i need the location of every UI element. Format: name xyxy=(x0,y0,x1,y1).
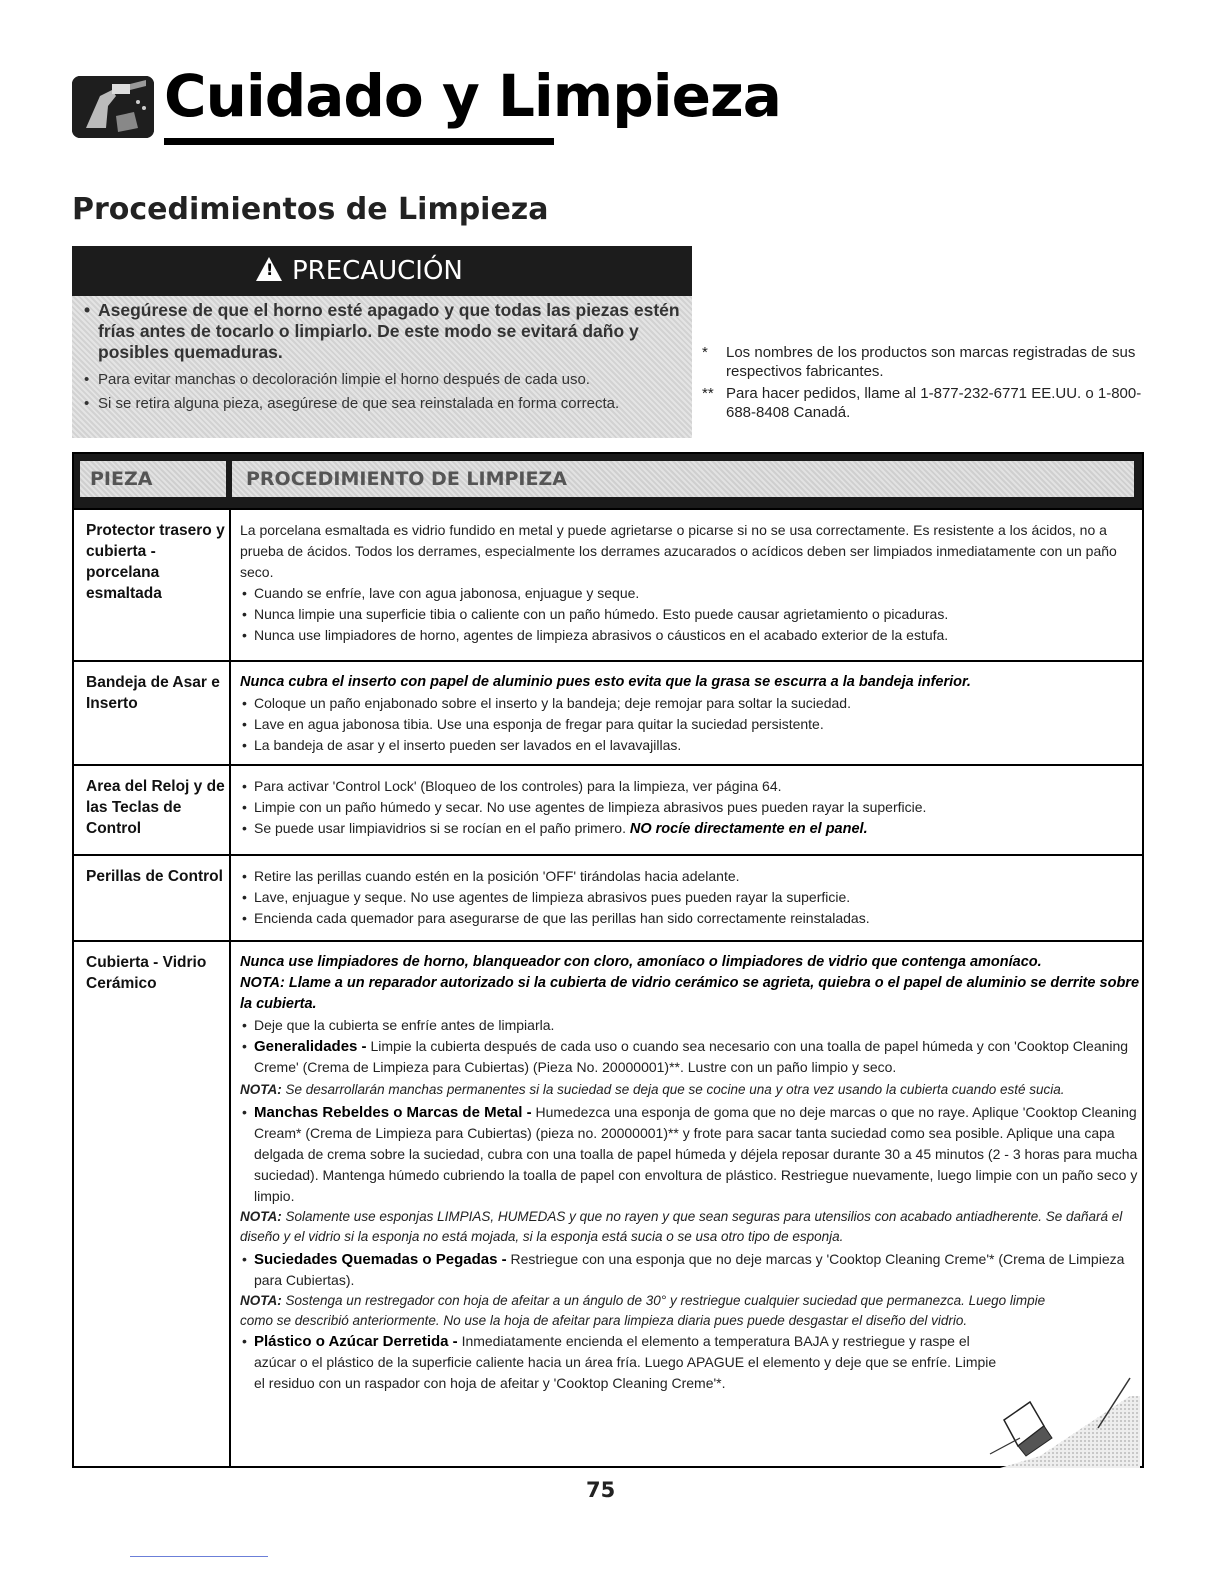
footer-line xyxy=(130,1556,268,1557)
bullet-item xyxy=(240,1102,1140,1207)
row-pieza: Bandeja de Asar e Inserto xyxy=(86,674,220,712)
column-header-pieza: PIEZA xyxy=(80,461,226,497)
row-warning: Nunca use limpiadores de horno, blanqueador con cloro, amoníaco o limpiadores de vidrio que contenga amoníaco. xyxy=(240,954,1042,970)
bullet-item: • Deje que la cubierta se enfríe antes de limpiarla. xyxy=(240,1015,1140,1036)
caution-item: • Para evitar manchas o decoloración limpie el horno después de cada uso. xyxy=(72,370,692,390)
nota-label: NOTA: xyxy=(240,1209,282,1224)
nota-warning-text: Llame a un reparador autorizado si la cubierta de vidrio cerámico se agrieta, quiebra o el papel de aluminio se derrite sobre la cubierta. xyxy=(240,975,1140,1012)
row-procedure xyxy=(240,952,1140,1394)
bullet-item: • Lave, enjuague y seque. No use agentes de limpieza abrasivos pues pueden rayar la superficie. xyxy=(240,887,1136,908)
trademark-notes xyxy=(700,343,1150,425)
cleaning-spray-icon xyxy=(72,76,154,138)
razor-scraper-illustration xyxy=(980,1376,1140,1473)
caution-item: • Si se retira alguna pieza, asegúrese de que sea reinstalada en forma correcta. xyxy=(72,394,692,414)
bullet-text: Restriegue con una esponja que no deje marcas y 'Cooktop Cleaning Creme'* (Crema de Limpieza para Cubiertas). xyxy=(254,1251,1125,1288)
note-text: Los nombres de los productos son marcas registradas de sus respectivos fabricantes. xyxy=(726,344,1136,380)
row-bullets xyxy=(240,866,1136,929)
row-procedure xyxy=(240,776,1136,840)
row-bullets xyxy=(240,1015,1140,1078)
bullet-item xyxy=(240,1036,1140,1078)
caution-box xyxy=(72,246,692,438)
note-item xyxy=(700,384,1150,422)
table-header xyxy=(74,454,1142,508)
warning-triangle-icon xyxy=(256,257,282,281)
bullet-label: Plástico o Azúcar Derretida - xyxy=(254,1333,458,1350)
bullet-item: • Cuando se enfríe, lave con agua jabonosa, enjuague y seque. xyxy=(240,583,1136,604)
row-bullets xyxy=(240,693,1136,756)
nota-text: Solamente use esponjas LIMPIAS, HUMEDAS y que no rayen y que sean seguras para utensilios con acabado antiadherente. Se dañará el diseño y el vidrio si la esponja no está mojada, si la esponja está sucia o se usa otro tipo de esponja. xyxy=(240,1209,1123,1244)
row-pieza: Cubierta - Vidrio Cerámico xyxy=(86,954,207,992)
nota-text: Se desarrollarán manchas permanentes si la suciedad se deja que se cocine una y otra vez usando la cubierta cuando esté sucia. xyxy=(285,1082,1065,1097)
bullet-item xyxy=(240,818,1136,840)
caution-header xyxy=(72,246,692,296)
nota-text: Sostenga un restregador con hoja de afeitar a un ángulo de 30° y restriegue cualquier suciedad que permanezca. Luego limpie como se describió anteriormente. No use la hoja de afeitar para limpieza diaria pues puede desgastar el diseño del vidrio. xyxy=(240,1293,1046,1328)
row-bullets xyxy=(240,776,1136,840)
row-intro: La porcelana esmaltada es vidrio fundido en metal y puede agrietarse o picarse si no se usa correctamente. Es resistente a los ácidos, no a prueba de ácidos. Todos los derrames, especialmente los derrames azucarados o acídicos deben ser limpiados inmediatamente con un paño seco. xyxy=(240,522,1117,580)
row-warning: Nunca cubra el inserto con papel de aluminio pues esto evita que la grasa se escurra a la bandeja inferior. xyxy=(240,674,971,690)
bullet-item xyxy=(240,1331,1010,1394)
bullet-item: • Nunca use limpiadores de horno, agentes de limpieza abrasivos o cáusticos en el acabado exterior de la estufa. xyxy=(240,625,1136,646)
bullet-label: Generalidades - xyxy=(254,1038,367,1055)
bullet-item: • La bandeja de asar y el inserto pueden ser lavados en el lavavajillas. xyxy=(240,735,1136,756)
caution-main-item: • Asegúrese de que el horno esté apagado y que todas las piezas estén frías antes de tocarlo o limpiarlo. De este modo se evitará daño y posibles quemaduras. xyxy=(72,300,692,363)
bullet-item: • Lave en agua jabonosa tibia. Use una esponja de fregar para quitar la suciedad persistente. xyxy=(240,714,1136,735)
bullet-item: • Limpie con un paño húmedo y secar. No use agentes de limpieza abrasivos pues pueden rayar la superficie. xyxy=(240,797,1136,818)
bullet-text: Humedezca una esponja de goma que no deje marcas o que no raye. Aplique 'Cooktop Cleaning Cream* (Crema de Limpieza para Cubiertas) (pieza no. 20000001)** y frote para sacar tanta suciedad como sea posible. Aplique una capa delgada de crema sobre la suciedad, cubra con una toalla de papel húmeda y déjela reposar durante 30 a 45 minutos (2 - 3 horas para mucha suciedad). Mantenga húmedo cubriendo la toalla de papel con envoltura de plástico. Restriegue nuevamente, luego limpie con un paño seco y limpio. xyxy=(254,1104,1138,1204)
row-bullets xyxy=(240,1249,1140,1291)
caution-title: PRECAUCIÓN xyxy=(292,256,463,286)
table-row xyxy=(74,660,1142,758)
bullet-item: • Nunca limpie una superficie tibia o caliente con un paño húmedo. Esto puede causar agrietamiento o picaduras. xyxy=(240,604,1136,625)
nota-label: NOTA: xyxy=(240,975,285,991)
table-row xyxy=(74,854,1142,940)
table-row xyxy=(74,764,1142,854)
bullet-item xyxy=(240,1249,1140,1291)
bullet-label: Manchas Rebeldes o Marcas de Metal - xyxy=(254,1104,532,1121)
page-header-title: Cuidado y Limpieza xyxy=(164,62,781,130)
row-procedure xyxy=(240,520,1136,646)
nota-label: NOTA: xyxy=(240,1293,282,1308)
bullet-emphasis: NO rocíe directamente en el panel. xyxy=(629,821,868,837)
bullet-item: • Coloque un paño enjabonado sobre el inserto y la bandeja; deje remojar para soltar la suciedad. xyxy=(240,693,1136,714)
bullet-item: • Retire las perillas cuando estén en la posición 'OFF' tirándolas hacia adelante. xyxy=(240,866,1136,887)
column-header-procedimiento: PROCEDIMIENTO DE LIMPIEZA xyxy=(232,461,1134,497)
row-pieza: Protector trasero y cubierta - porcelana esmaltada xyxy=(86,522,225,602)
section-title: Procedimientos de Limpieza xyxy=(72,192,549,227)
bullet-text: Se puede usar limpiavidrios si se rocían en el paño primero. xyxy=(254,820,626,836)
caution-list xyxy=(72,300,692,418)
row-bullets xyxy=(240,583,1136,646)
row-nota-warning xyxy=(240,973,1140,1015)
nota-paragraph xyxy=(240,1080,1140,1100)
row-pieza: Area del Reloj y de las Teclas de Control xyxy=(86,778,225,837)
row-procedure xyxy=(240,672,1136,756)
note-marker: * xyxy=(702,344,708,361)
note-marker: ** xyxy=(702,385,714,402)
table-row xyxy=(74,508,1142,652)
nota-paragraph xyxy=(240,1207,1140,1247)
row-procedure xyxy=(240,866,1136,929)
bullet-text: Inmediatamente encienda el elemento a temperatura BAJA y restriegue y raspe el azúcar o el plástico de la superficie caliente hacia un área fría. Luego APAGUE el elemento y deje que se enfríe. Limpie el residuo con un raspador con hoja de afeitar y 'Cooktop Cleaning Creme'*. xyxy=(254,1333,997,1391)
note-text: Para hacer pedidos, llame al 1-877-232-6771 EE.UU. o 1-800-688-8408 Canadá. xyxy=(726,385,1142,421)
nota-paragraph xyxy=(240,1291,1060,1331)
note-item xyxy=(700,343,1150,381)
header-underline xyxy=(164,138,554,145)
bullet-item: • Para activar 'Control Lock' (Bloqueo de los controles) para la limpieza, ver página 64. xyxy=(240,776,1136,797)
page-number: 75 xyxy=(586,1478,616,1502)
bullet-label: Suciedades Quemadas o Pegadas - xyxy=(254,1251,507,1268)
bullet-text: Limpie la cubierta después de cada uso o cuando sea necesario con una toalla de papel húmeda y con 'Cooktop Cleaning Creme' (Crema de Limpieza para Cubiertas) (Pieza No. 20000001)**. Lustre con un paño limpio y seco. xyxy=(254,1038,1129,1075)
nota-label: NOTA: xyxy=(240,1082,282,1097)
row-bullets xyxy=(240,1331,1010,1394)
cleaning-procedures-table xyxy=(72,452,1144,1468)
row-pieza: Perillas de Control xyxy=(86,868,223,885)
bullet-item: • Encienda cada quemador para asegurarse de que las perillas han sido correctamente reinstaladas. xyxy=(240,908,1136,929)
row-bullets xyxy=(240,1102,1140,1207)
